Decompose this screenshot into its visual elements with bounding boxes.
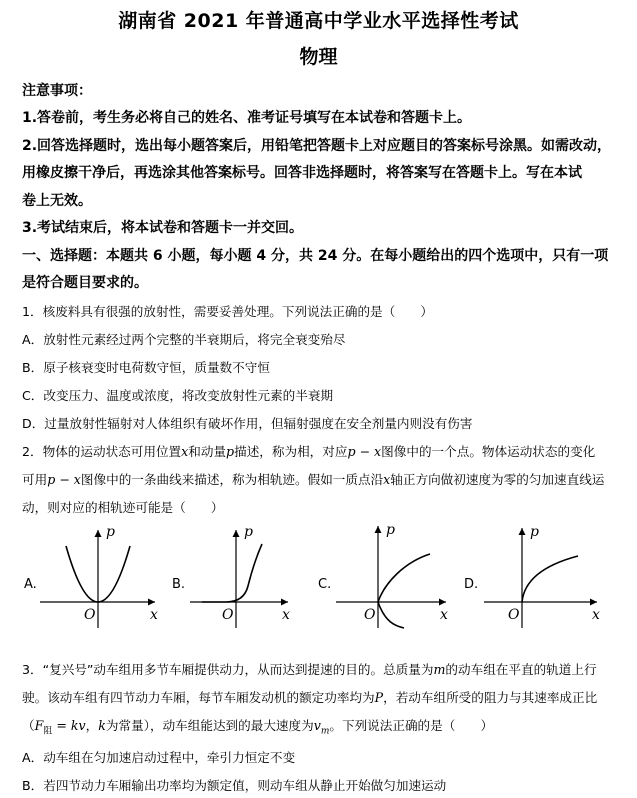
curve-d — [522, 556, 578, 602]
notice-item: 用橡皮擦干净后，再选涂其他答案标号。回答非选择题时，将答案写在答题卡上。写在本试 — [22, 165, 582, 181]
phase-trajectory-figures — [0, 522, 637, 632]
var-vm: v — [313, 718, 321, 733]
origin-label: O — [364, 607, 376, 623]
question-3-option-b: B．若四节动力车厢输出功率均为额定值，则动车组从静止开始做匀加速运动 — [22, 778, 447, 793]
figure-d — [484, 524, 600, 628]
figure-label-c: C. — [318, 577, 332, 592]
exam-title: 湖南省 2021 年普通高中学业水平选择性考试 — [118, 10, 519, 32]
axis-label-p: p — [244, 524, 253, 540]
notice-item: 1.答卷前，考生务必将自己的姓名、准考证号填写在本试卷和答题卡上。 — [22, 110, 472, 126]
axis-label-x: x — [592, 607, 600, 623]
figure-label-b: B. — [172, 577, 186, 592]
axis-label-p: p — [530, 524, 539, 540]
axis-label-x: x — [150, 607, 158, 623]
notice-heading: 注意事项： — [22, 83, 92, 99]
question-3-line-3: （$F_阻$ = kv，k为常量），动车组能达到的最大速度为$v_m$。下列说法正确的是（ ） — [22, 718, 494, 737]
question-2-line-2: 可用p − x图像中的一条曲线来描述，称为相轨迹。假如一质点沿x轴正方向做初速度为零的匀加速直线运 — [22, 472, 605, 487]
figure-label-a: A. — [24, 577, 37, 592]
formula-subscript: 阻 — [43, 726, 53, 737]
var-m: m — [433, 662, 446, 677]
origin-label: O — [508, 607, 520, 623]
var-p: p — [226, 444, 235, 459]
formula-kv: = kv — [52, 718, 86, 733]
origin-label: O — [84, 607, 96, 623]
var-x: x — [181, 444, 189, 459]
axis-label-x: x — [440, 607, 448, 623]
question-3-line-2: 驶。该动车组有四节动力车厢，每节车厢发动机的额定功率均为P，若动车组所受的阻力与其速率成正比 — [22, 690, 598, 705]
question-1-option-b: B．原子核衰变时电荷数守恒，质量数不守恒 — [22, 360, 270, 375]
figure-a — [40, 524, 158, 628]
axis-label-p: p — [386, 522, 395, 538]
figure-c — [336, 522, 448, 628]
subject-title: 物理 — [299, 46, 338, 68]
section-heading: 一、选择题：本题共 6 小题，每小题 4 分，共 24 分。在每小题给出的四个选项中，只有一项 — [22, 248, 609, 264]
question-3-option-a: A．动车组在匀加速启动过程中，牵引力恒定不变 — [22, 750, 296, 765]
question-1-option-a: A．放射性元素经过两个完整的半衰期后，将完全衰变殆尽 — [22, 332, 346, 347]
curve-b — [202, 544, 262, 602]
notice-item: 卷上无效。 — [22, 193, 92, 209]
var-p-x: p − x — [47, 472, 81, 487]
question-2-line-3: 动，则对应的相轨迹可能是（ ） — [22, 500, 224, 515]
figure-label-d: D. — [464, 577, 479, 592]
formula-F: F — [34, 718, 44, 733]
question-1-option-d: D．过量放射性辐射对人体组织有破坏作用，但辐射强度在安全剂量内则没有伤害 — [22, 416, 473, 431]
question-2-line-1: 2．物体的运动状态可用位置x和动量p描述，称为相，对应p − x图像中的一个点。物体运动状态的变化 — [22, 444, 596, 459]
origin-label: O — [222, 607, 234, 623]
var-k: k — [98, 718, 106, 733]
question-3-line-1: 3．“复兴号”动车组用多节车厢提供动力，从而达到提速的目的。总质量为m的动车组在平直的轨道上行 — [22, 662, 597, 677]
curve-c — [378, 554, 430, 628]
figure-b — [190, 524, 290, 628]
axis-label-p: p — [106, 524, 115, 540]
question-1-stem: 1．核废料具有很强的放射性，需要妥善处理。下列说法正确的是（ ） — [22, 304, 434, 319]
var-P: P — [374, 690, 384, 705]
var-p-x: p − x — [347, 444, 382, 459]
question-1-option-c: C．改变压力、温度或浓度，将改变放射性元素的半衰期 — [22, 388, 334, 403]
axis-label-x: x — [282, 607, 290, 623]
section-heading-cont: 是符合题目要求的。 — [22, 275, 148, 291]
var-vm-subscript: m — [320, 726, 330, 737]
notice-item: 2.回答选择题时，选出每小题答案后，用铅笔把答题卡上对应题目的答案标号涂黑。如需改动， — [22, 138, 612, 154]
var-x: x — [383, 472, 391, 487]
notice-item: 3.考试结束后，将本试卷和答题卡一并交回。 — [22, 220, 304, 236]
